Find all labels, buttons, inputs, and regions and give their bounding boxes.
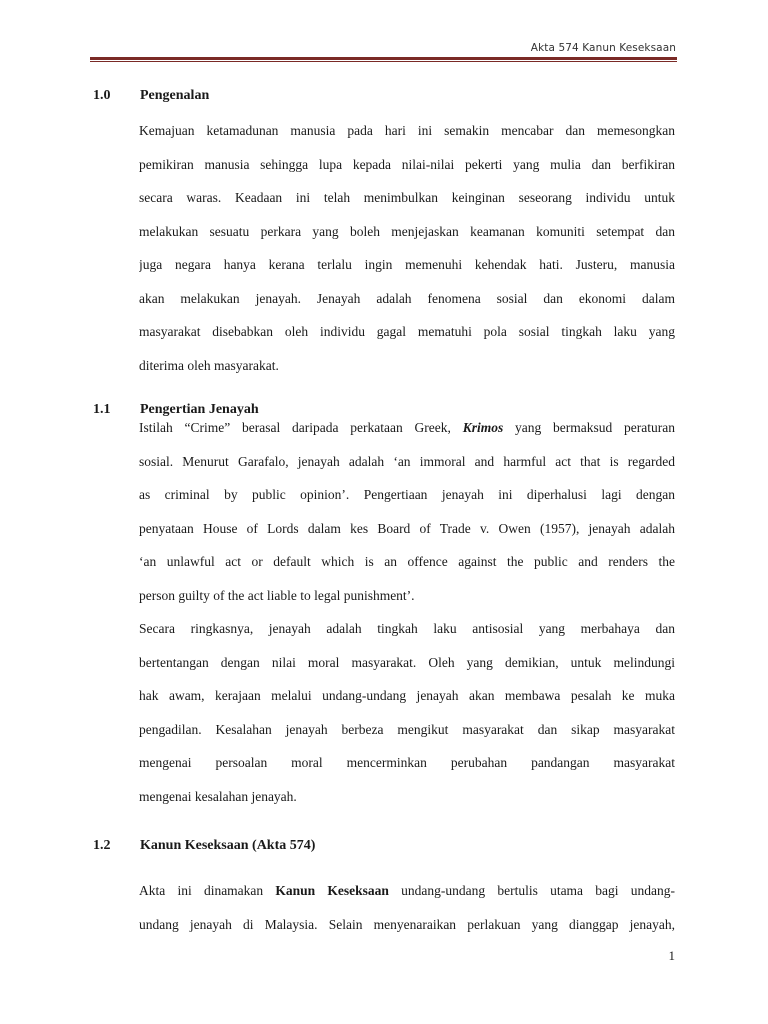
text-line: mengenai persoalan moral mencerminkan perubahan pandangan masyarakat [139, 755, 675, 770]
paragraph-definition [139, 411, 675, 612]
text-run: undang-undang bertulis utama bagi undang- [388, 883, 675, 898]
term-kanun-keseksaan: Kanun Keseksaan [275, 883, 389, 898]
text-line: Secara ringkasnya, jenayah adalah tingkah laku antisosial yang merbahaya dan [139, 621, 675, 636]
section-number: 1.1 [93, 402, 111, 417]
section-title: Pengertian Jenayah [140, 402, 259, 417]
text-run: yang bermaksud peraturan [503, 420, 675, 435]
paragraph-akta [139, 874, 675, 941]
text-line: penyataan House of Lords dalam kes Board of Trade v. Owen (1957), jenayah adalah [139, 520, 675, 536]
text-line: hak awam, kerajaan melalui undang-undang jenayah akan membawa pesalah ke muka [139, 688, 675, 703]
text-line: diterima oleh masyarakat. [139, 357, 279, 373]
running-header: Akta 574 Kanun Keseksaan [530, 42, 676, 54]
text-run: Istilah “Crime” berasal daripada perkataan Greek, [139, 420, 463, 435]
section-number: 1.2 [93, 838, 111, 853]
text-line: pengadilan. Kesalahan jenayah berbeza mengikut masyarakat dan sikap masyarakat [139, 721, 675, 737]
text-line: undang jenayah di Malaysia. Selain menyenaraikan perlakuan yang dianggap jenayah, [139, 916, 675, 932]
text-line: secara waras. Keadaan ini telah menimbulkan keinginan seseorang individu untuk [139, 190, 675, 205]
text-line [139, 411, 675, 445]
section-title: Kanun Keseksaan (Akta 574) [140, 838, 316, 853]
header-rule-thin [90, 61, 677, 62]
text-line: pemikiran manusia sehingga lupa kepada nilai-nilai pekerti yang mulia dan berfikiran [139, 156, 675, 172]
section-heading-kanun-keseksaan [93, 838, 315, 854]
paragraph-summary [139, 612, 675, 813]
text-line: juga negara hanya kerana terlalu ingin memenuhi kehendak hati. Justeru, manusia [139, 257, 675, 272]
text-line: masyarakat disebabkan oleh individu gagal mematuhi pola sosial tingkah laku yang [139, 324, 675, 339]
term-krimos: Krimos [462, 420, 504, 435]
text-line: melakukan sesuatu perkara yang boleh menjejaskan keamanan komuniti setempat dan [139, 223, 675, 239]
text-run: Akta ini dinamakan [139, 883, 276, 898]
text-line: Kemajuan ketamadunan manusia pada hari ini semakin mencabar dan memesongkan [139, 123, 675, 138]
text-line: ‘an unlawful act or default which is an offence against the public and renders the [139, 554, 675, 569]
header-rule [90, 57, 677, 60]
text-line: mengenai kesalahan jenayah. [139, 788, 297, 804]
text-line: person guilty of the act liable to legal punishment’. [139, 587, 415, 603]
paragraph-pengenalan [139, 114, 675, 382]
page-number: 1 [668, 948, 675, 963]
section-heading-pengenalan [93, 88, 209, 104]
section-title: Pengenalan [140, 88, 210, 103]
text-line: sosial. Menurut Garafalo, jenayah adalah ‘an immoral and harmful act that is regarded [139, 453, 675, 469]
text-line: bertentangan dengan nilai moral masyarakat. Oleh yang demikian, untuk melindungi [139, 654, 675, 670]
text-line [139, 874, 675, 908]
text-line: as criminal by public opinion’. Pengertiaan jenayah ini diperhalusi lagi dengan [139, 487, 675, 502]
section-number: 1.0 [93, 88, 111, 103]
text-line: akan melakukan jenayah. Jenayah adalah fenomena sosial dan ekonomi dalam [139, 290, 675, 306]
